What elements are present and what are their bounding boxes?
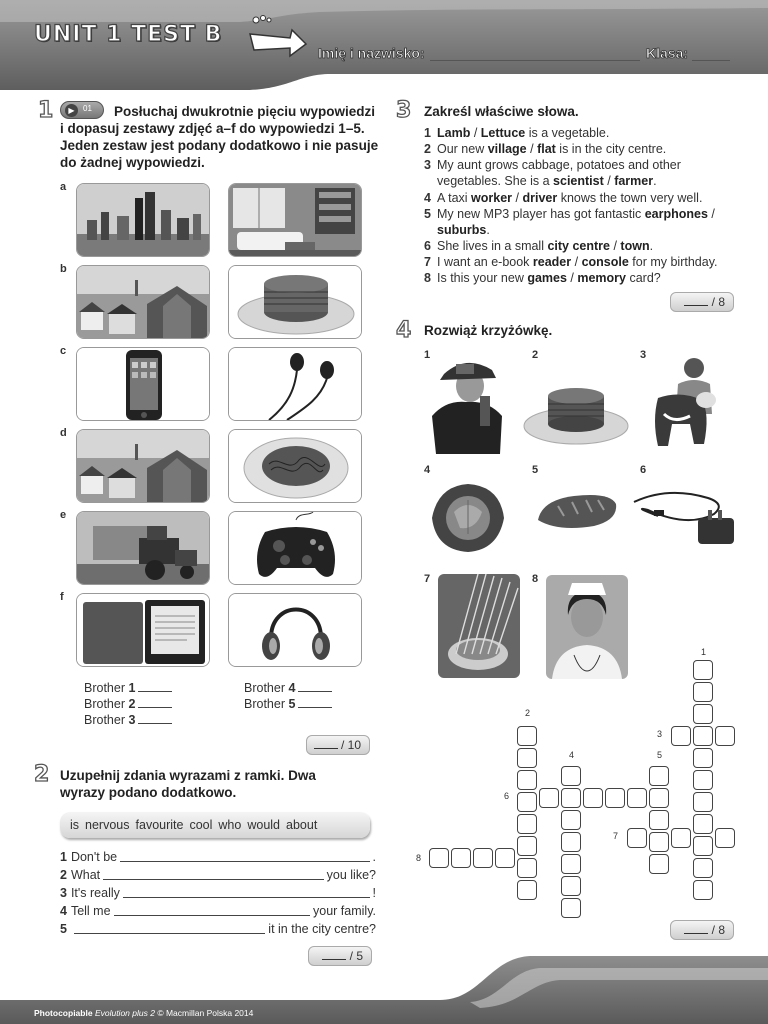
- cw-cell[interactable]: [693, 792, 713, 812]
- sentence-4-blank[interactable]: [114, 915, 310, 916]
- cw-cell[interactable]: [539, 788, 559, 808]
- cw-cell[interactable]: [693, 858, 713, 878]
- sentence-2-blank[interactable]: [103, 879, 324, 880]
- sentence-1: 1 Don't be .: [60, 850, 376, 864]
- cw-clue-number-1: 1: [701, 647, 707, 657]
- option[interactable]: console: [581, 255, 629, 269]
- cw-clue-number-6: 6: [504, 791, 510, 801]
- footer-copyright: Photocopiable Evolution plus 2 © Macmillan Polska 2014: [34, 1008, 254, 1018]
- brother-3-answer[interactable]: Brother 3: [84, 712, 172, 728]
- photo-earphones[interactable]: [228, 347, 362, 421]
- ex3-item-2: 2 Our new village / flat is in the city centre.: [424, 142, 667, 156]
- exercise-3-score[interactable]: / 8: [670, 292, 734, 312]
- option[interactable]: worker: [471, 191, 513, 205]
- cw-photo-pasta: [438, 574, 520, 678]
- option[interactable]: flat: [537, 142, 556, 156]
- cw-clue-number-8: 8: [416, 853, 422, 863]
- word-box: is nervous favourite cool who would about: [60, 812, 370, 838]
- brother-4-answer[interactable]: Brother 4: [244, 680, 332, 696]
- exercise-1-number: 1: [38, 98, 54, 123]
- cw-cell[interactable]: [517, 858, 537, 878]
- cw-cell[interactable]: [561, 876, 581, 896]
- ex3-item-1: 1 Lamb / Lettuce is a vegetable.: [424, 126, 610, 140]
- option[interactable]: earphones: [644, 207, 708, 221]
- cw-clue-number-4: 4: [569, 750, 575, 760]
- cw-cell[interactable]: [715, 828, 735, 848]
- sentence-5: 5 it in the city centre?: [60, 922, 376, 936]
- photo-spaghetti[interactable]: [228, 429, 362, 503]
- cw-cell[interactable]: [715, 726, 735, 746]
- photo-headphones[interactable]: [228, 593, 362, 667]
- cw-cell[interactable]: [561, 832, 581, 852]
- option[interactable]: driver: [522, 191, 558, 205]
- cw-cell[interactable]: [693, 814, 713, 834]
- cw-pic-label-1: 1: [424, 349, 431, 361]
- ex3-item-4: 4 A taxi worker / driver knows the town very well.: [424, 191, 703, 205]
- cw-cell[interactable]: [693, 770, 713, 790]
- photo-old-town-roofs-2[interactable]: [76, 429, 210, 503]
- speaker-icon: ▶: [65, 104, 78, 117]
- cw-pic-label-8: 8: [532, 573, 539, 585]
- cw-cell[interactable]: [495, 848, 515, 868]
- cw-cell[interactable]: [517, 814, 537, 834]
- row-letter-d: d: [60, 427, 67, 439]
- sentence-5-blank[interactable]: [74, 933, 265, 934]
- cw-photo-nurse: [546, 575, 628, 679]
- cw-cell[interactable]: [671, 726, 691, 746]
- photo-old-town-roofs[interactable]: [76, 265, 210, 339]
- option[interactable]: memory: [577, 271, 626, 285]
- sentence-3-blank[interactable]: [123, 897, 370, 898]
- cw-cell[interactable]: [583, 788, 603, 808]
- cw-cell[interactable]: [693, 704, 713, 724]
- name-label: Imię i nazwisko:: [318, 45, 425, 61]
- cw-clue-number-3: 3: [657, 729, 663, 739]
- cw-pic-label-7: 7: [424, 573, 431, 585]
- cw-cell[interactable]: [517, 880, 537, 900]
- photo-living-room[interactable]: [228, 183, 362, 257]
- cw-cell[interactable]: [517, 726, 537, 746]
- cw-cell[interactable]: [561, 854, 581, 874]
- row-letter-b: b: [60, 263, 67, 275]
- cw-cell[interactable]: [517, 792, 537, 812]
- photo-game-controller[interactable]: [228, 511, 362, 585]
- option[interactable]: games: [527, 271, 567, 285]
- option[interactable]: scientist: [553, 174, 604, 188]
- cw-cell[interactable]: [671, 828, 691, 848]
- cw-cell[interactable]: [693, 682, 713, 702]
- cw-cell[interactable]: [517, 748, 537, 768]
- cw-cell[interactable]: [649, 788, 669, 808]
- photo-ebook-reader[interactable]: [76, 593, 210, 667]
- cw-pic-label-6: 6: [640, 464, 647, 476]
- exercise-4-instruction: Rozwiąż krzyżówkę.: [424, 323, 553, 338]
- cw-cell[interactable]: [649, 810, 669, 830]
- cw-pic-label-5: 5: [532, 464, 539, 476]
- row-letter-f: f: [60, 591, 64, 603]
- cw-pic-label-3: 3: [640, 349, 647, 361]
- cw-cell[interactable]: [451, 848, 471, 868]
- cw-photo-vet-with-dog: [650, 354, 720, 454]
- ex3-item-3: 3 My aunt grows cabbage, potatoes and other vegetables. She is a scientist / farmer.: [424, 158, 681, 188]
- brother-5-answer[interactable]: Brother 5: [244, 696, 332, 712]
- exercise-2-number: 2: [34, 762, 50, 787]
- option[interactable]: suburbs: [437, 223, 487, 237]
- exercise-2-instruction: Uzupełnij zdania wyrazami z ramki. Dwa wyrazy podano dodatkowo.: [60, 768, 316, 800]
- cw-cell[interactable]: [693, 880, 713, 900]
- cw-pic-label-2: 2: [532, 349, 539, 361]
- exercise-4-score[interactable]: / 8: [670, 920, 734, 940]
- photo-tractor[interactable]: [76, 511, 210, 585]
- photo-city-skyline[interactable]: [76, 183, 210, 257]
- sentence-4: 4 Tell me your family.: [60, 904, 376, 918]
- unit-title: UNIT 1 TEST B: [34, 22, 223, 47]
- option[interactable]: Lettuce: [480, 126, 526, 140]
- option[interactable]: farmer: [614, 174, 654, 188]
- class-field[interactable]: [692, 60, 730, 61]
- cw-photo-cabbage: [428, 478, 508, 556]
- row-letter-c: c: [60, 345, 67, 357]
- option[interactable]: city centre: [547, 239, 610, 253]
- cw-cell[interactable]: [517, 836, 537, 856]
- sentence-1-blank[interactable]: [120, 861, 369, 862]
- cw-cell[interactable]: [649, 766, 669, 786]
- cw-cell[interactable]: [627, 788, 647, 808]
- photo-pancakes[interactable]: [228, 265, 362, 339]
- cw-photo-pancakes: [522, 384, 630, 446]
- ex3-item-8: 8 Is this your new games / memory card?: [424, 271, 661, 285]
- cw-cell[interactable]: [517, 770, 537, 790]
- header-band: [0, 0, 768, 92]
- cw-clue-number-7: 7: [613, 831, 619, 841]
- row-letter-a: a: [60, 181, 67, 193]
- cw-cell[interactable]: [561, 766, 581, 786]
- cw-cell[interactable]: [693, 836, 713, 856]
- cw-cell[interactable]: [429, 848, 449, 868]
- cw-clue-number-5: 5: [657, 750, 663, 760]
- cw-cell[interactable]: [561, 898, 581, 918]
- brother-2-answer[interactable]: Brother 2: [84, 696, 172, 712]
- cw-cell[interactable]: [561, 788, 581, 808]
- brother-1-answer[interactable]: Brother 1: [84, 680, 172, 696]
- row-letter-e: e: [60, 509, 67, 521]
- exercise-4-number: 4: [396, 318, 412, 343]
- ex3-item-7: 7 I want an e-book reader / console for my birthday.: [424, 255, 718, 269]
- cw-cell[interactable]: [605, 788, 625, 808]
- cw-pic-label-4: 4: [424, 464, 431, 476]
- exercise-2-score[interactable]: / 5: [308, 946, 372, 966]
- option[interactable]: Lamb: [437, 126, 471, 140]
- exercise-1-score[interactable]: / 10: [306, 735, 370, 755]
- option[interactable]: reader: [532, 255, 572, 269]
- sentence-3: 3 It's really !: [60, 886, 376, 900]
- cw-cell[interactable]: [649, 832, 669, 852]
- cw-cell[interactable]: [561, 810, 581, 830]
- audio-track-number: 01: [83, 104, 92, 113]
- cw-cell[interactable]: [649, 854, 669, 874]
- cw-photo-charger: [628, 488, 738, 550]
- class-label: Klasa:: [646, 45, 689, 61]
- sentence-2: 2 What you like?: [60, 868, 376, 882]
- option[interactable]: town: [620, 239, 650, 253]
- ex3-item-5: 5 My new MP3 player has got fantastic earphones / suburbs.: [424, 207, 715, 237]
- name-field[interactable]: [430, 60, 640, 61]
- cw-cell[interactable]: [473, 848, 493, 868]
- exercise-1-instruction: Posłuchaj dwukrotnie pięciu wypowiedzi i dopasuj zestawy zdjęć a–f do wypowiedzi 1–5. Jeden zestaw jest podany dodatkowo i nie pasuje do żadnej wypowiedzi.: [60, 104, 379, 170]
- cw-cell[interactable]: [693, 726, 713, 746]
- cw-cell[interactable]: [693, 748, 713, 768]
- ex3-item-6: 6 She lives in a small city centre / town.: [424, 239, 654, 253]
- exercise-3-number: 3: [396, 98, 412, 123]
- cw-cell[interactable]: [627, 828, 647, 848]
- exercise-3-instruction: Zakreśl właściwe słowa.: [424, 104, 579, 119]
- photo-smartphone[interactable]: [76, 347, 210, 421]
- option[interactable]: village: [487, 142, 527, 156]
- cw-photo-bread: [534, 490, 620, 532]
- cw-photo-firefighter: [426, 356, 506, 454]
- cw-clue-number-2: 2: [525, 708, 531, 718]
- cw-cell[interactable]: [693, 660, 713, 680]
